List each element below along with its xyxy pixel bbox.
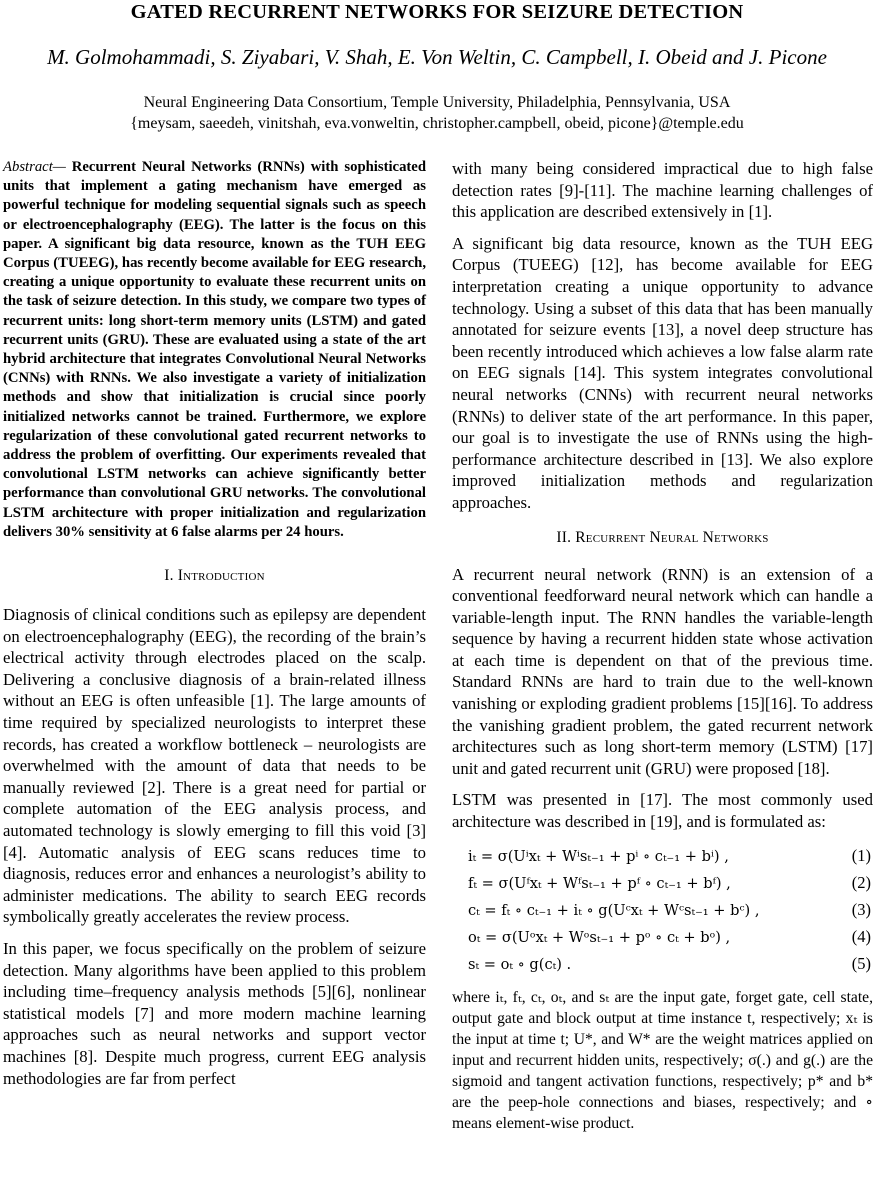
paper-title: GATED RECURRENT NETWORKS FOR SEIZURE DETECTION [130, 1, 744, 23]
rnn-paragraph-1: A recurrent neural network (RNN) is an extension of a conventional feedforward neural network which can handle a variable-length input. The RNN handles the variable-length sequence by having a recurrent hidden state whose activation at each time is dependent on that of the previous time. Standard RNNs are hard to train due to the well-known vanishing or exploding gradient problems [15][16]. To address the vanishing gradient problem, the gated recurrent network architectures such as long short-term memory (LSTM) [17] unit and gated recurrent unit (GRU) were proposed [18]. [452, 564, 873, 778]
equation-row [452, 870, 873, 897]
abstract-text: Recurrent Neural Networks (RNNs) with sophisticated units that implement a gating mechanism have emerged as powerful technique for modeling sequential signals such as speech or electroencephalography (EEG). The latter is the focus on this paper. A significant big data resource, known as the TUH EEG Corpus (TUEEG), has recently become available for EEG research, creating a unique opportunity to evaluate these recurrent units on the task of seizure detection. In this study, we compare two types of recurrent units: long short-term memory units (LSTM) and gated recurrent units (GRU). These are evaluated using a state of the art hybrid architecture that integrates Convolutional Neural Networks (CNNs) with RNNs. We also investigate a variety of initialization methods and show that initialization is crucial since poorly initialized networks cannot be trained. Furthermore, we explore regularization of these convolutional gated recurrent networks to address the problem of overfitting. Our experiments revealed that convolutional LSTM networks can achieve significantly better performance than convolutional GRU networks. The convolutional LSTM architecture with proper initialization and regularization delivers 30% sensitivity at 6 false alarms per 24 hours. [3, 159, 426, 540]
abstract-lead: Abstract— [3, 159, 66, 175]
affiliation-block [0, 92, 874, 134]
rnn-paragraph-3: where iₜ, fₜ, cₜ, oₜ, and sₜ are the input gate, forget gate, cell state, output gate and block output at time instance t, respectively; xₜ is the input at time t; U*, and W* are the weight matrices applied on input and recurrent hidden units, respectively; σ(.) and g(.) are the sigmoid and tangent activation functions, respectively; p* and b* are the peep-hole connections and biases, respectively; and ∘ means element-wise product. [452, 988, 873, 1132]
intro-paragraph-2-continued: with many being considered impractical due to high false detection rates [9]-[11]. The machine learning challenges of this application are described extensively in [1]. [452, 159, 873, 222]
equation-row [452, 897, 873, 924]
equation-input-gate: iₜ = σ(Uⁱxₜ + Wⁱsₜ₋₁ + pⁱ ∘ cₜ₋₁ + bⁱ) , [468, 847, 729, 865]
equation-forget-gate: fₜ = σ(Uᶠxₜ + Wᶠsₜ₋₁ + pᶠ ∘ cₜ₋₁ + bᶠ) , [468, 874, 731, 892]
author-emails: {meysam, saeedeh, vinitshah, eva.vonweltin, christopher.campbell, obeid, picone}@temple.edu [130, 115, 744, 132]
right-column [452, 158, 873, 1134]
equation-output-gate: oₜ = σ(Uᵒxₜ + Wᵒsₜ₋₁ + pᵒ ∘ cₜ + bᵒ) , [468, 929, 731, 947]
intro-paragraph-3: A significant big data resource, known as the TUH EEG Corpus (TUEEG) [12], has become available for EEG interpretation creating a unique opportunity to advance technology. Using a subset of this data that has been manually annotated for seizure events [13], a novel deep structure has been recently introduced which achieves a low false alarm rate on EEG signals [14]. This system integrates convolutional neural networks (CNNs) with recurrent neural networks (RNNs) to deliver state of the art performance. In this paper, our goal is to investigate the use of RNNs using the high-performance architecture described in [13]. We also explore improved initialization methods and regularization approaches. [452, 233, 873, 512]
lstm-equations [452, 843, 873, 979]
intro-paragraph-2: In this paper, we focus specifically on the problem of seizure detection. Many algorithms have been applied to this problem including time–frequency analysis methods [5][6], nonlinear statistical models [7] and more modern machine learning approaches such as neural networks and support vector machines [8]. Despite much progress, current EEG analysis methodologies are far from perfect [3, 938, 426, 1088]
equation-row [452, 924, 873, 951]
author-list: M. Golmohammadi, S. Ziyabari, V. Shah, E. Von Weltin, C. Campbell, I. Obeid and J. Picone [47, 45, 827, 69]
equation-number: (1) [851, 845, 871, 865]
section-heading-introduction: I. Introduction [164, 567, 265, 585]
equation-row [452, 843, 873, 870]
equation-row [452, 951, 873, 978]
equation-number: (2) [851, 872, 871, 892]
intro-paragraph-1: Diagnosis of clinical conditions such as epilepsy are dependent on electroencephalography (EEG), the recording of the brain’s electrical activity through electrodes placed on the scalp. Delivering a conclusive diagnosis of a brain-related illness without an EEG is often unfeasible [1]. The large amounts of time required by specialized neurologists to interpret these records, has created a workflow bottleneck – neurologists are overwhelmed with the amount of data that needs to be manually reviewed [2]. There is a great need for partial or complete automation of the EEG analysis process, and automated technology is slowly emerging to fill this void [3][4]. Automatic analysis of EEG scans reduces time to diagnosis, reduces error and enhances a neurologist’s ability to administer medications. The ability to search EEG records symbolically greatly accelerates the review process. [3, 605, 426, 927]
left-column [3, 158, 426, 1099]
rnn-paragraph-2: LSTM was presented in [17]. The most commonly used architecture was described in [19], and is formulated as: [452, 790, 873, 832]
equation-number: (4) [851, 927, 871, 947]
equation-block-output: sₜ = oₜ ∘ g(cₜ) . [468, 956, 572, 974]
equation-number: (5) [851, 954, 871, 974]
abstract [3, 158, 426, 542]
section-heading-rnn: II. Recurrent Neural Networks [556, 528, 769, 546]
equation-cell-state: cₜ = fₜ ∘ cₜ₋₁ + iₜ ∘ g(Uᶜxₜ + Wᶜsₜ₋₁ + bᶜ) , [468, 902, 760, 920]
affiliation: Neural Engineering Data Consortium, Temple University, Philadelphia, Pennsylvania, USA [143, 94, 731, 111]
equation-number: (3) [851, 900, 871, 920]
